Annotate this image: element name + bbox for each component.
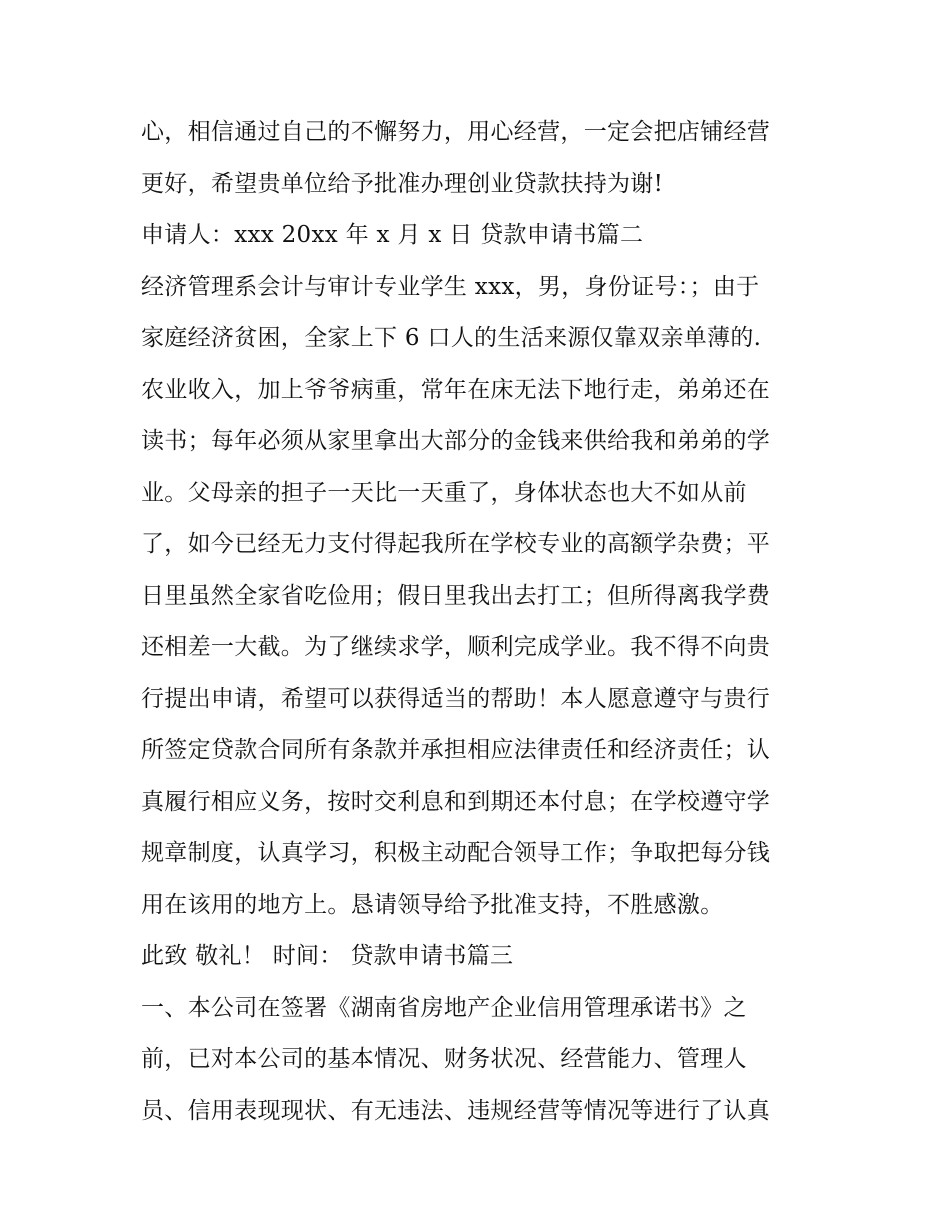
text-line: 所签定贷款合同所有条款并承担相应法律责任和经济责任；认 xyxy=(141,737,771,763)
text-line: 还相差一大截。为了继续求学，顺利完成学业。我不得不向贵 xyxy=(141,634,771,660)
text-line: 了，如今已经无力支付得起我所在学校专业的高额学杂费；平 xyxy=(141,531,771,557)
text-line: 行提出申请，希望可以获得适当的帮助！本人愿意遵守与贵行 xyxy=(141,685,771,712)
text-line: 规章制度，认真学习，积极主动配合领导工作；争取把每分钱 xyxy=(141,840,771,866)
closing-line: 此致 敬礼！ 时间： 贷款申请书篇三 xyxy=(141,943,514,969)
text-line: 经济管理系会计与审计专业学生 xxx，男，身份证号：；由于 xyxy=(141,273,760,300)
text-line: 用在该用的地方上。恳请领导给予批准支持，不胜感激。 xyxy=(141,891,724,918)
applicant-signature-line: 申请人：xxx 20xx 年 x 月 x 日 贷款申请书篇二 xyxy=(141,222,644,248)
text-line: 业。父母亲的担子一天比一天重了，身体状态也大不如从前 xyxy=(141,479,747,506)
body-text xyxy=(141,112,821,1142)
text-line: 一、本公司在签署《湖南省房地产企业信用管理承诺书》之 xyxy=(141,994,747,1021)
text-line: 农业收入，加上爷爷病重，常年在床无法下地行走，弟弟还在 xyxy=(141,376,771,403)
text-line: 日里虽然全家省吃俭用；假日里我出去打工；但所得离我学费 xyxy=(141,582,771,609)
text-line: 更好，希望贵单位给予批准办理创业贷款扶持为谢! xyxy=(141,170,664,197)
text-line: 真履行相应义务，按时交利息和到期还本付息；在学校遵守学 xyxy=(141,788,771,815)
text-line: 员、信用表现现状、有无违法、违规经营等情况等进行了认真 xyxy=(141,1097,771,1124)
text-line: 心，相信通过自己的不懈努力，用心经营，一定会把店铺经营 xyxy=(141,119,771,145)
text-line: 前，已对本公司的基本情况、财务状况、经营能力、管理人 xyxy=(141,1046,747,1072)
text-line: 家庭经济贫困，全家上下 6 口人的生活来源仅靠双亲单薄的. xyxy=(141,325,762,351)
text-line: 读书；每年必须从家里拿出大部分的金钱来供给我和弟弟的学 xyxy=(141,428,771,454)
